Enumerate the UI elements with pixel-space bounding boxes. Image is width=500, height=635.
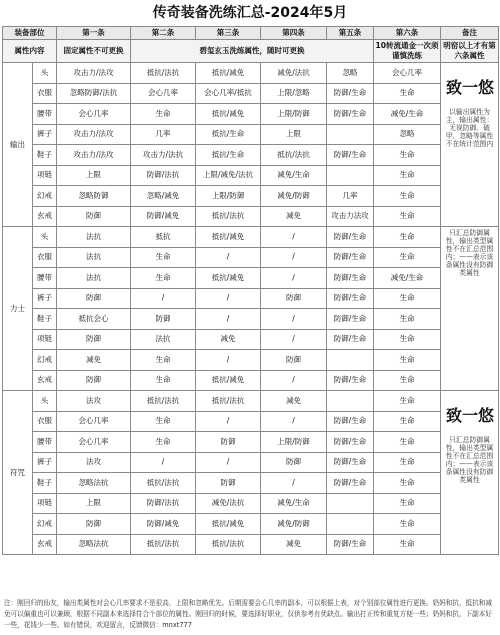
attribute-cell: 防御	[196, 473, 261, 494]
attribute-cell: /	[261, 227, 327, 248]
slot-name: 腰带	[33, 432, 57, 453]
attribute-cell: 生命	[131, 370, 196, 391]
slot-name: 玄戒	[33, 370, 57, 391]
table-row	[3, 534, 499, 555]
attribute-cell: 抵抗/减免	[196, 514, 261, 535]
attribute-cell: 防御/生命	[327, 411, 374, 432]
attribute-cell: 抵抗/生命	[196, 124, 261, 145]
slot-name: 鞋子	[33, 145, 57, 166]
attribute-cell: 抵抗/法抗	[131, 391, 196, 412]
table-row	[3, 186, 499, 207]
calligraphy-seal-icon	[445, 65, 495, 105]
table-row	[3, 124, 499, 145]
attribute-cell: 减免	[57, 350, 131, 371]
attribute-cell: 防御	[131, 309, 196, 330]
table-row	[3, 309, 499, 330]
attribute-cell: 法抗	[131, 329, 196, 350]
attribute-cell: 防御/生命	[327, 104, 374, 125]
header-c2: 第二条	[131, 27, 196, 40]
attribute-cell: 几率	[131, 124, 196, 145]
attribute-cell: /	[261, 473, 327, 494]
attribute-cell: 防御	[196, 432, 261, 453]
page-title: 传奇装备洗练汇总-2024年5月	[152, 5, 348, 21]
attribute-cell: 减免/防御	[261, 186, 327, 207]
slot-name: 项链	[33, 165, 57, 186]
table-row	[3, 329, 499, 350]
attribute-cell: 防御/生命	[327, 534, 374, 555]
header-c6: 第六条	[374, 27, 441, 40]
slot-name: 裤子	[33, 452, 57, 473]
attribute-cell: 攻击力法攻	[327, 206, 374, 227]
attribute-cell: 抵抗/法抗	[196, 206, 261, 227]
slot-name: 幻戒	[33, 186, 57, 207]
attribute-cell: 防御/法抗	[131, 165, 196, 186]
attribute-cell	[327, 514, 374, 535]
attribute-cell: 上限/防御	[261, 104, 327, 125]
attribute-cell: 减免/生命	[374, 104, 441, 125]
calligraphy-seal-icon	[445, 393, 495, 433]
attribute-cell: 抵抗/减免	[196, 227, 261, 248]
attribute-cell: 抵抗/法抗	[196, 534, 261, 555]
attribute-cell: /	[261, 370, 327, 391]
attribute-cell: 减免/生命	[261, 165, 327, 186]
table-row	[3, 104, 499, 125]
footer-note: 注：刚回归的仙友，输出类属性对会心几率要求不是很高，上限和忽略优先。后期需要会心几率的副本，可以根据上表，对个别部位属性进行更换。奶妈和抗，抵抗和减免可以偏重也可以兼顾，根据不同副本来选择符合个部位的属性。刚回归的时候，要选择好职业，仅供参考有优缺点。输出打正传和重复方便一些；奶妈和抗，下副本好一些，花钱少一些。如有错误，欢迎留言，反馈微信：mnxt777	[4, 599, 492, 629]
attribute-cell: 法抗	[57, 247, 131, 268]
attribute-cell: 上限/防御	[196, 186, 261, 207]
attribute-cell: 生命	[131, 411, 196, 432]
attribute-cell: 生命	[131, 432, 196, 453]
attribute-cell: 抵抗/法抗	[131, 534, 196, 555]
header-c1: 第一条	[57, 27, 131, 40]
attribute-cell: 生命	[374, 370, 441, 391]
slot-name: 项链	[33, 493, 57, 514]
table-row	[3, 165, 499, 186]
slot-name: 头	[33, 391, 57, 412]
table-row	[3, 432, 499, 453]
table-row	[3, 145, 499, 166]
attribute-cell: 防御	[57, 288, 131, 309]
table-row	[3, 63, 499, 84]
attribute-cell: 防御/生命	[327, 227, 374, 248]
attribute-cell: 抵抗/生命	[196, 145, 261, 166]
attribute-cell: 上限/防御	[261, 432, 327, 453]
attribute-cell	[327, 493, 374, 514]
attribute-cell: /	[261, 411, 327, 432]
attribute-cell: 抵抗会心	[57, 309, 131, 330]
slot-name: 裤子	[33, 288, 57, 309]
attribute-cell: 抵抗/法抗	[196, 391, 261, 412]
attribute-cell: 防御	[57, 514, 131, 535]
attribute-cell: 攻击力/法攻	[57, 145, 131, 166]
attribute-cell: 减免/生命	[261, 493, 327, 514]
attribute-cell: 防御/生命	[327, 370, 374, 391]
slot-name: 衣服	[33, 83, 57, 104]
attribute-cell: 生命	[131, 268, 196, 289]
attribute-cell: 抵抗/法抗	[261, 145, 327, 166]
attribute-cell: /	[196, 411, 261, 432]
group-note	[441, 63, 499, 227]
table-row	[3, 370, 499, 391]
table-row	[3, 350, 499, 371]
attribute-cell: 防御/生命	[327, 329, 374, 350]
attribute-cell	[327, 124, 374, 145]
attribute-cell: 上限	[57, 165, 131, 186]
attribute-cell: 减免	[196, 329, 261, 350]
attribute-cell: 抵抗/减免	[196, 268, 261, 289]
attribute-cell: 生命	[374, 145, 441, 166]
header-row	[3, 27, 499, 40]
seal-text: 致一悠	[445, 406, 494, 425]
attribute-cell: 生命	[131, 350, 196, 371]
attribute-cell: 抵抗/法抗	[131, 63, 196, 84]
attribute-cell: 抵抗/法抗	[131, 473, 196, 494]
attribute-cell: 忽略	[327, 63, 374, 84]
subheader-c6: 10转流通金一次须谨慎洗练	[374, 40, 441, 63]
group-note	[441, 227, 499, 391]
attribute-cell: 生命	[374, 432, 441, 453]
slot-name: 腰带	[33, 104, 57, 125]
attribute-cell: 忽略防御/法抗	[57, 83, 131, 104]
attribute-cell: 防御	[57, 370, 131, 391]
attribute-cell: 防御/生命	[327, 432, 374, 453]
attribute-cell: 生命	[374, 391, 441, 412]
group-label: 输出	[3, 63, 33, 227]
attribute-cell: 会心几率	[131, 83, 196, 104]
attribute-cell: 减免/生命	[374, 268, 441, 289]
slot-name: 幻戒	[33, 350, 57, 371]
attribute-cell: 减免/防御	[261, 514, 327, 535]
table-row	[3, 247, 499, 268]
attribute-cell: 减免	[261, 534, 327, 555]
table-row	[3, 514, 499, 535]
attribute-cell: 上限/忽略	[261, 83, 327, 104]
attribute-cell: 生命	[131, 104, 196, 125]
table-row	[3, 83, 499, 104]
attribute-cell: 生命	[374, 227, 441, 248]
group-note-text: 以输出属性为主，输出属性：无视防御、破甲、忽略等属性不在统计范围内	[445, 108, 494, 148]
attribute-cell: /	[196, 247, 261, 268]
attribute-cell: 生命	[374, 493, 441, 514]
attribute-cell: /	[196, 452, 261, 473]
attribute-cell: 几率	[327, 186, 374, 207]
table-row	[3, 288, 499, 309]
slot-name: 腰带	[33, 268, 57, 289]
attribute-cell: 攻击力/法抗	[131, 145, 196, 166]
slot-name: 鞋子	[33, 309, 57, 330]
attribute-cell: 会心几率	[374, 63, 441, 84]
attribute-cell: /	[261, 247, 327, 268]
attribute-cell: /	[196, 309, 261, 330]
attribute-cell: 防御	[57, 206, 131, 227]
attribute-cell: /	[261, 309, 327, 330]
attribute-cell: 上限/减免/法抗	[196, 165, 261, 186]
attribute-cell: 生命	[374, 514, 441, 535]
slot-name: 玄戒	[33, 206, 57, 227]
attribute-cell	[327, 165, 374, 186]
attribute-cell: 减免	[261, 206, 327, 227]
attribute-cell: 防御	[57, 329, 131, 350]
attribute-cell: 法攻	[57, 452, 131, 473]
attribute-cell: 防御	[261, 350, 327, 371]
table-row	[3, 493, 499, 514]
group-label: 符咒	[3, 391, 33, 555]
attribute-cell: 抵抗/减免	[196, 63, 261, 84]
subheader-row	[3, 40, 499, 63]
attribute-cell: 生命	[374, 329, 441, 350]
table-row	[3, 227, 499, 248]
attribute-cell: 生命	[374, 411, 441, 432]
washing-summary-table	[2, 26, 499, 555]
table-row	[3, 411, 499, 432]
slot-name: 项链	[33, 329, 57, 350]
attribute-cell: 减免/法抗	[196, 493, 261, 514]
subheader-note: 明窑以上才有第六条属性	[441, 40, 499, 63]
table-row	[3, 391, 499, 412]
attribute-cell: 会心几率	[57, 104, 131, 125]
attribute-cell: 减免	[261, 391, 327, 412]
attribute-cell: 防御/减免	[131, 206, 196, 227]
slot-name: 玄戒	[33, 534, 57, 555]
attribute-cell: 生命	[374, 83, 441, 104]
table-row	[3, 452, 499, 473]
attribute-cell: 生命	[374, 309, 441, 330]
attribute-cell: 防御/生命	[327, 288, 374, 309]
attribute-cell: 生命	[374, 350, 441, 371]
slot-name: 幻戒	[33, 514, 57, 535]
attribute-cell: 抵抗/减免	[196, 104, 261, 125]
slot-name: 头	[33, 63, 57, 84]
seal-text: 致一悠	[445, 78, 494, 97]
attribute-cell: 防御/生命	[327, 83, 374, 104]
attribute-cell: 忽略	[374, 124, 441, 145]
attribute-cell: 法抗	[57, 268, 131, 289]
attribute-cell: 会心几率/抵抗	[196, 83, 261, 104]
group-note	[441, 391, 499, 555]
header-c5: 第五条	[327, 27, 374, 40]
attribute-cell: 会心几率	[57, 432, 131, 453]
attribute-cell: 生命	[374, 534, 441, 555]
attribute-cell: 生命	[131, 247, 196, 268]
attribute-cell: /	[131, 288, 196, 309]
group-note-text: 只汇总防御属性，输出类型属性不在汇总范围内；——表示该条属性没有防御类属性	[445, 229, 494, 277]
attribute-cell: 生命	[374, 247, 441, 268]
header-c3: 第三条	[196, 27, 261, 40]
attribute-cell: 攻击力/法攻	[57, 63, 131, 84]
subheader-c1: 固定属性不可更换	[57, 40, 131, 63]
attribute-cell	[327, 350, 374, 371]
attribute-cell: 生命	[374, 186, 441, 207]
attribute-cell: 忽略法抗	[57, 534, 131, 555]
attribute-cell: 防御/生命	[327, 268, 374, 289]
attribute-cell: 防御/生命	[327, 473, 374, 494]
table-row	[3, 206, 499, 227]
attribute-cell: 生命	[374, 288, 441, 309]
slot-name: 鞋子	[33, 473, 57, 494]
attribute-cell: /	[196, 350, 261, 371]
attribute-cell: 法攻	[57, 391, 131, 412]
subheader-label: 属性内容	[3, 40, 57, 63]
group-note-text: 只汇总防御属性，输出类型属性不在汇总范围内；——表示该条属性没有防御类属性	[445, 436, 494, 484]
attribute-cell: /	[196, 288, 261, 309]
attribute-cell: /	[131, 452, 196, 473]
slot-name: 衣服	[33, 411, 57, 432]
attribute-cell: 防御/法抗	[131, 493, 196, 514]
attribute-cell: 防御/生命	[327, 145, 374, 166]
table-row	[3, 473, 499, 494]
header-slot: 装备部位	[3, 27, 57, 40]
attribute-cell: 忽略法抗	[57, 473, 131, 494]
attribute-cell: 生命	[374, 206, 441, 227]
attribute-cell: 生命	[374, 452, 441, 473]
attribute-cell: 防御/减免	[131, 514, 196, 535]
attribute-cell: 上限	[57, 493, 131, 514]
attribute-cell: 生命	[374, 165, 441, 186]
header-c4: 第四条	[261, 27, 327, 40]
attribute-cell: 防御	[261, 288, 327, 309]
attribute-cell: 减免/法抗	[261, 63, 327, 84]
slot-name: 头	[33, 227, 57, 248]
table-row	[3, 268, 499, 289]
attribute-cell: 法抗	[57, 227, 131, 248]
attribute-cell	[327, 391, 374, 412]
attribute-cell: /	[261, 268, 327, 289]
header-note: 备注	[441, 27, 499, 40]
attribute-cell: 忽略防御	[57, 186, 131, 207]
subheader-mid: 碧玺玄玉洗练属性，随时可更换	[131, 40, 374, 63]
attribute-cell: 防御/生命	[327, 247, 374, 268]
attribute-cell: 生命	[374, 473, 441, 494]
attribute-cell: 忽略/减免	[131, 186, 196, 207]
slot-name: 裤子	[33, 124, 57, 145]
attribute-cell: 上限	[261, 124, 327, 145]
attribute-cell: 防御/生命	[327, 452, 374, 473]
attribute-cell: 会心几率	[57, 411, 131, 432]
attribute-cell: 防御	[261, 452, 327, 473]
attribute-cell: 抵抗	[131, 227, 196, 248]
slot-name: 衣服	[33, 247, 57, 268]
attribute-cell: 抵抗/减免	[196, 370, 261, 391]
group-label: 力士	[3, 227, 33, 391]
attribute-cell: /	[261, 329, 327, 350]
attribute-cell: 防御/生命	[327, 309, 374, 330]
attribute-cell: 攻击力/法攻	[57, 124, 131, 145]
